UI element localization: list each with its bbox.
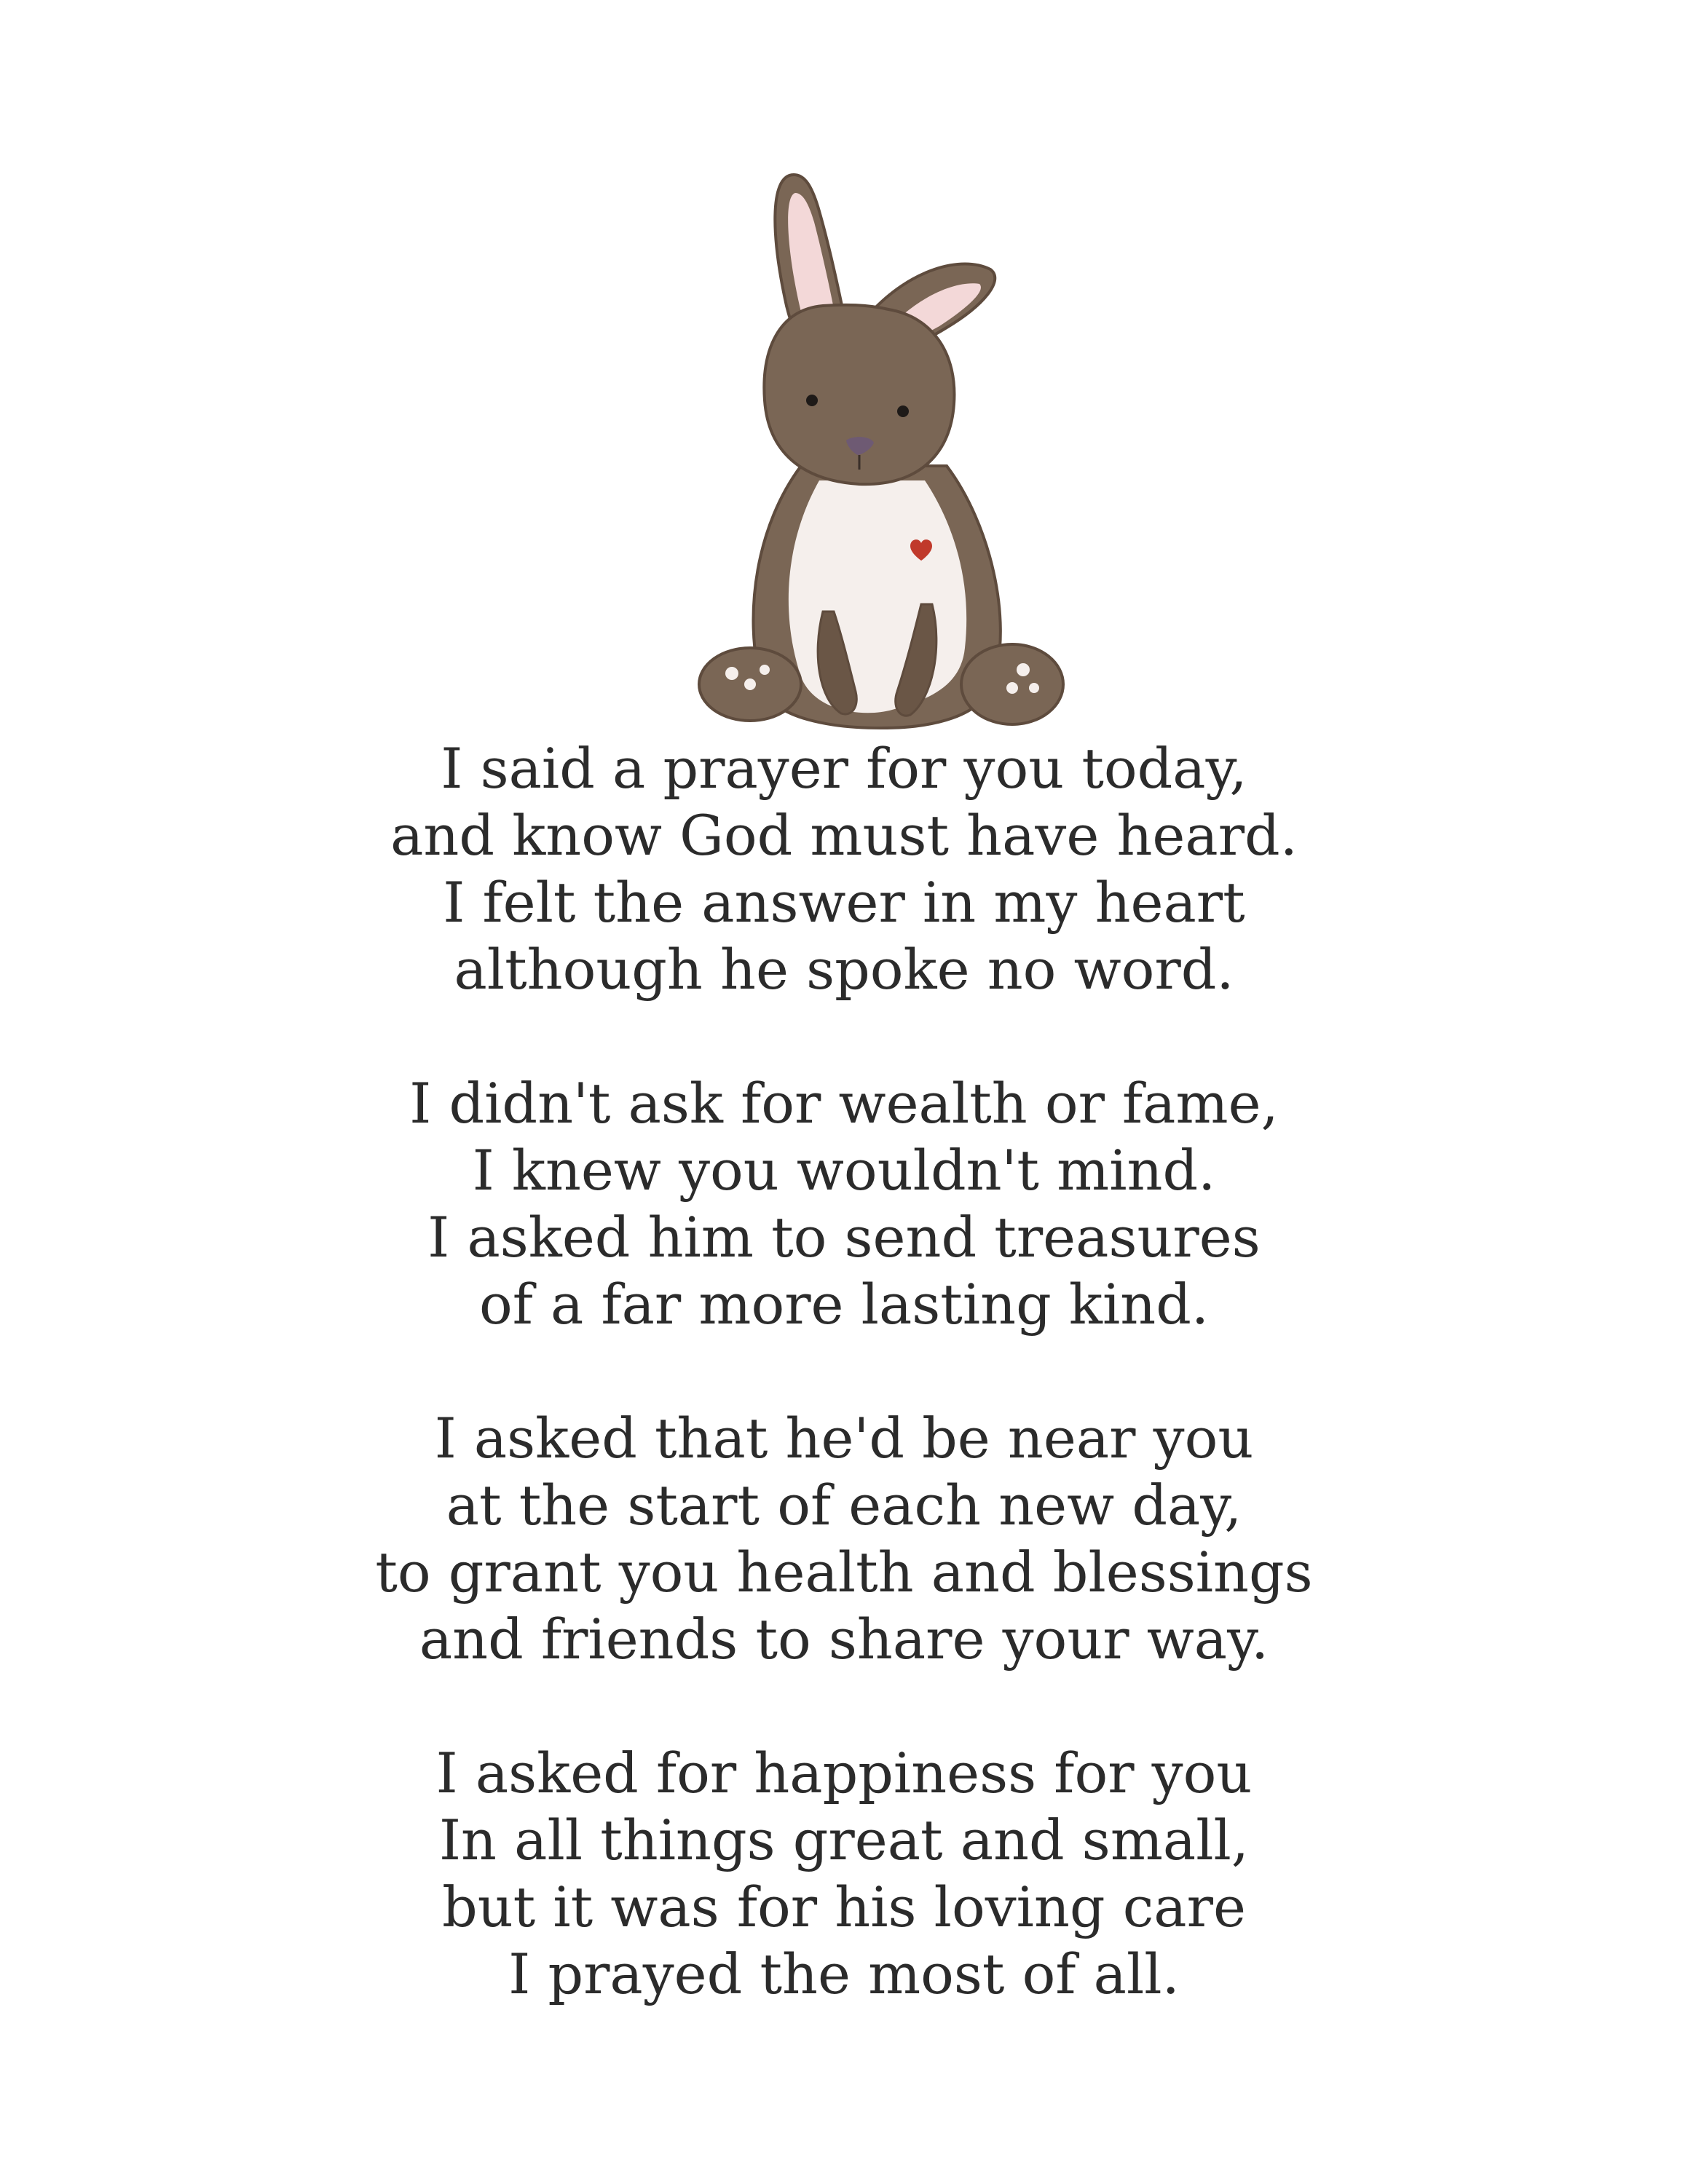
poem-line: of a far more lasting kind. <box>478 1272 1210 1337</box>
bunny-icon <box>692 160 1100 735</box>
poem-line: I knew you wouldn't mind. <box>472 1138 1216 1203</box>
poem-line: I didn't ask for wealth or fame, <box>409 1071 1279 1136</box>
poem <box>0 735 1688 2008</box>
poem-line: but it was for his loving care <box>442 1875 1246 1939</box>
poem-line: I asked for happiness for you <box>435 1741 1253 1805</box>
poem-line: I felt the answer in my heart <box>443 870 1245 935</box>
poem-line: to grant you health and blessings <box>375 1540 1313 1605</box>
bunny-illustration <box>692 160 1100 735</box>
poem-line: I asked that he'd be near you <box>434 1406 1254 1471</box>
bunny-belly <box>789 480 966 713</box>
right-eye <box>897 405 909 417</box>
stanza-1 <box>0 735 1688 1003</box>
stanza-4 <box>0 1740 1688 2008</box>
poem-line: at the start of each new day, <box>446 1473 1242 1538</box>
poem-line: I said a prayer for you today, <box>441 736 1247 801</box>
poem-line: although he spoke no word. <box>454 937 1234 1002</box>
left-eye <box>806 395 818 406</box>
poem-line: In all things great and small, <box>439 1808 1249 1872</box>
stanza-3 <box>0 1405 1688 1673</box>
stanza-2 <box>0 1070 1688 1338</box>
poem-line: and friends to share your way. <box>419 1607 1269 1671</box>
poem-line: and know God must have heard. <box>390 803 1298 868</box>
poem-line: I prayed the most of all. <box>508 1942 1180 2006</box>
poem-line: I asked him to send treasures <box>427 1205 1261 1270</box>
